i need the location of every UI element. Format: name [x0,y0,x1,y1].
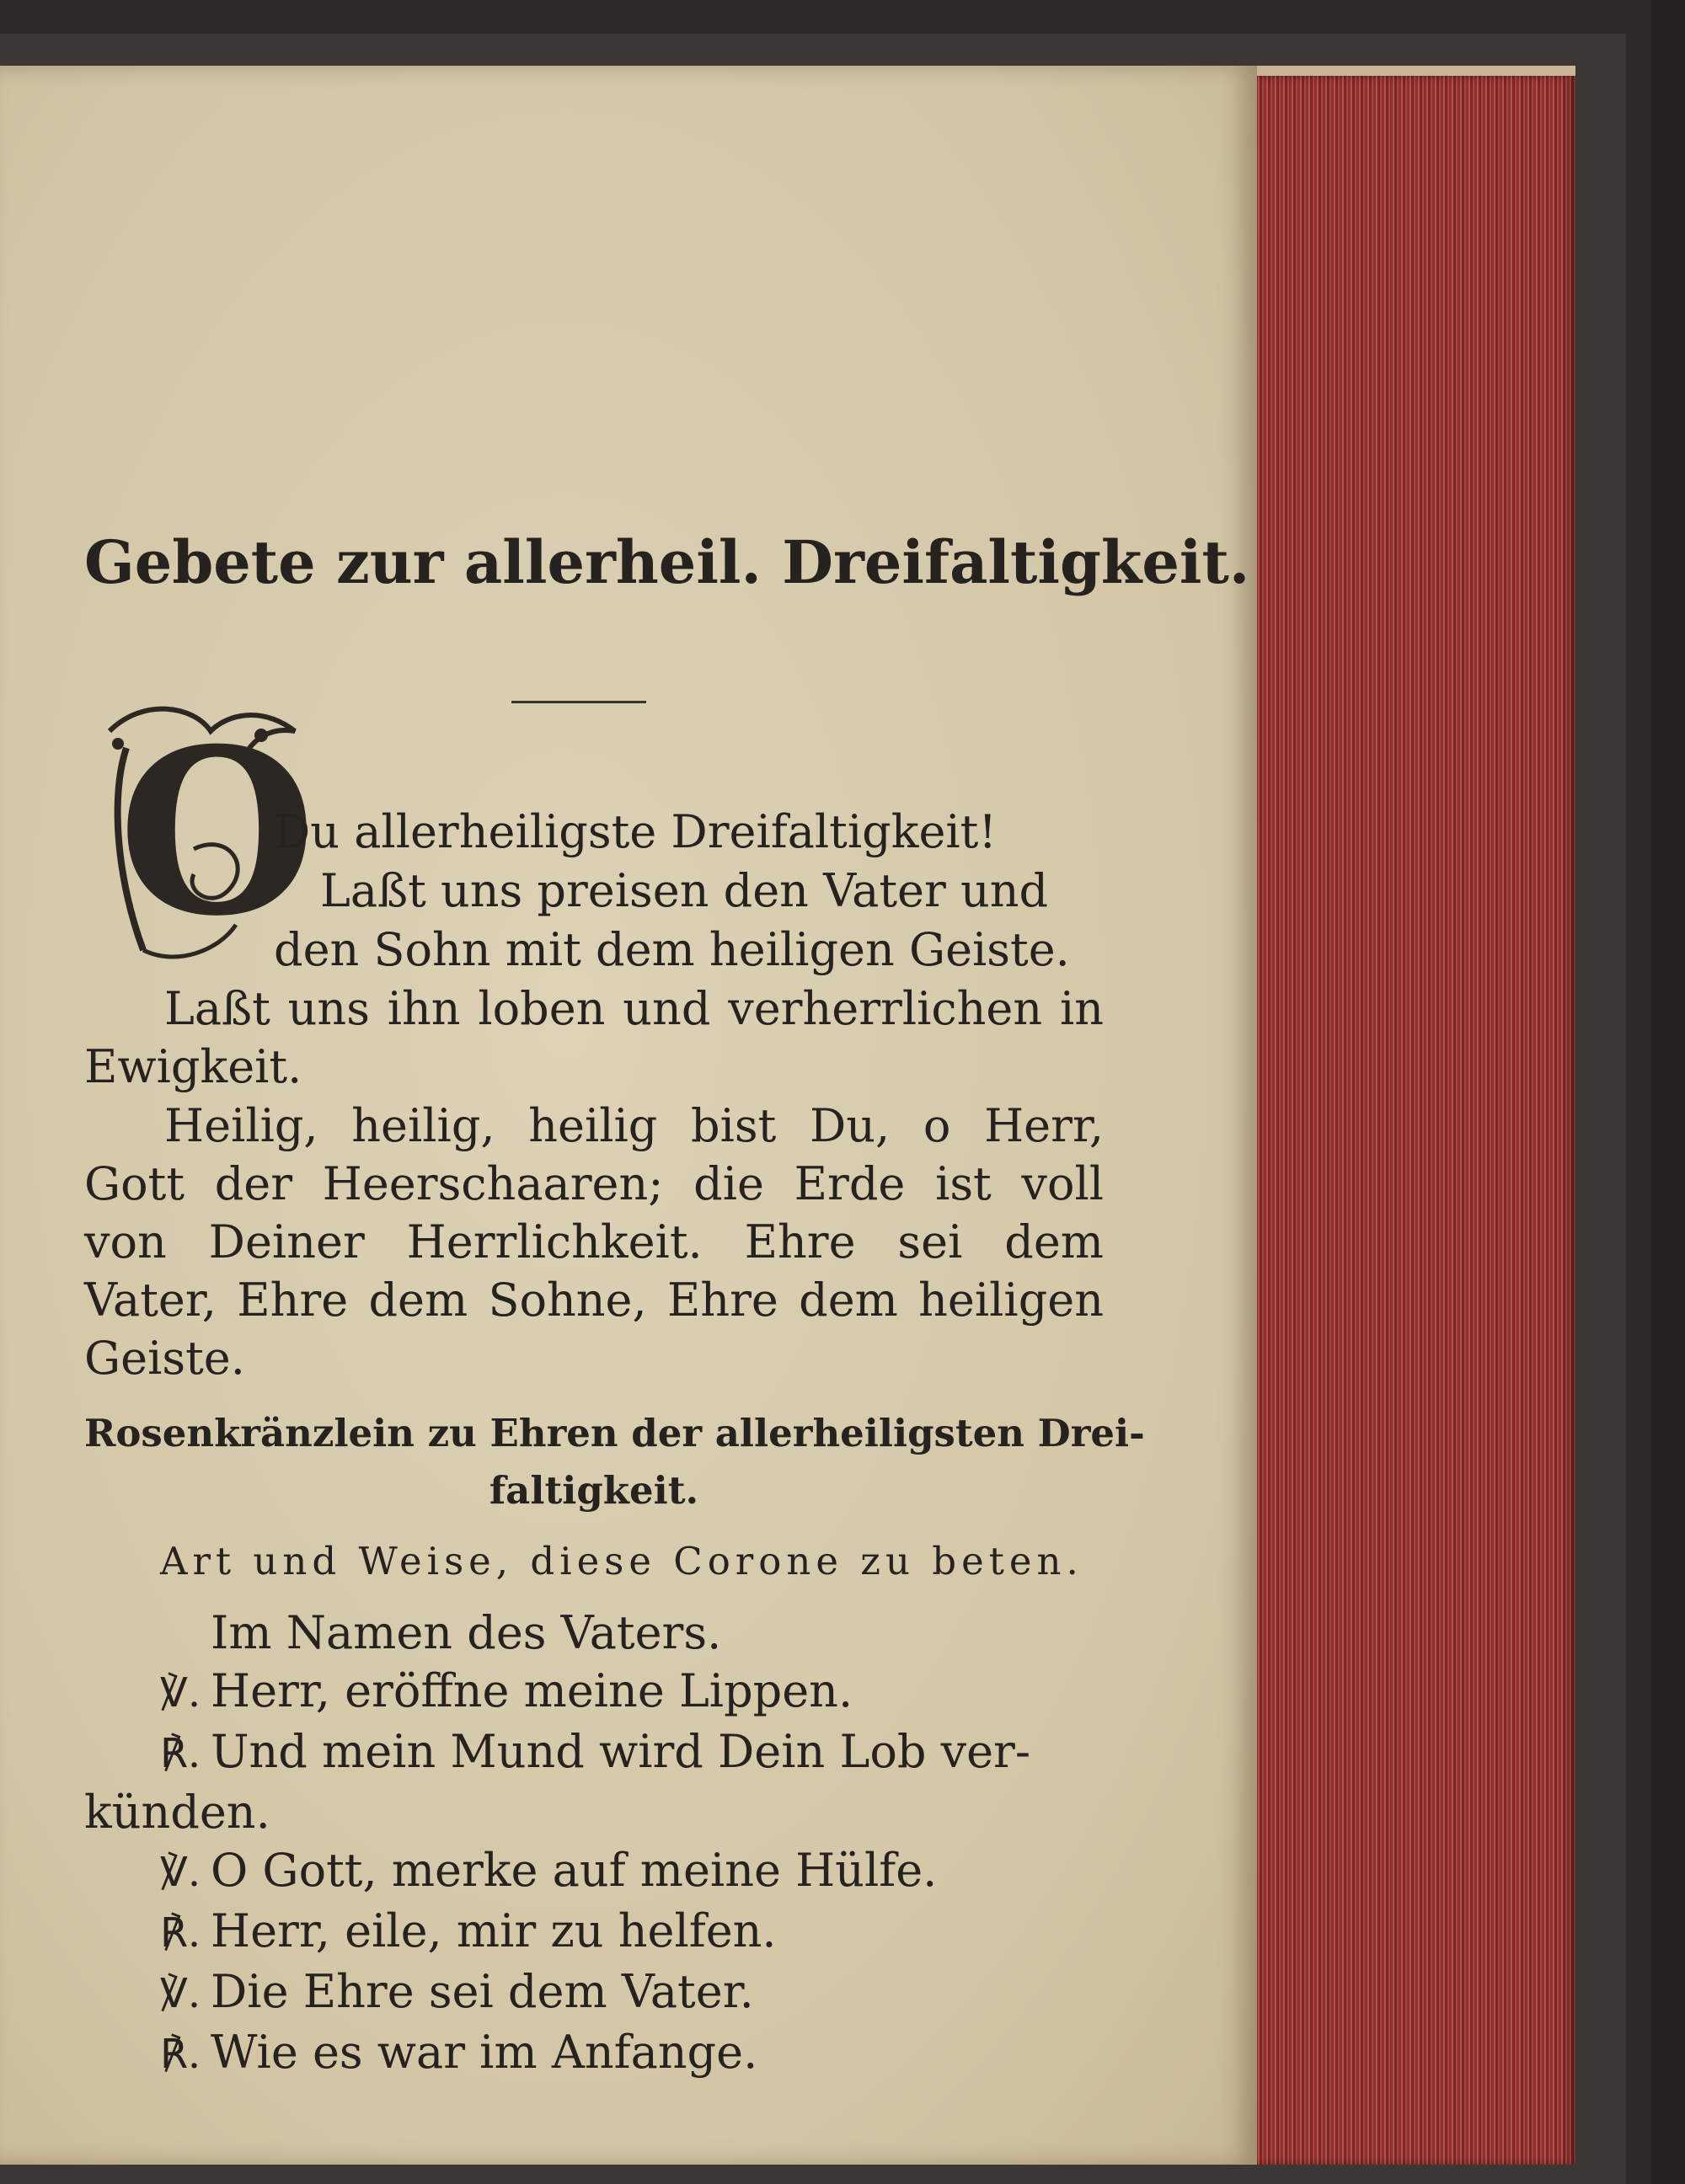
prayer-line [84,1662,1104,1722]
response-mark: ℟. [160,2031,201,2078]
initial-letter: O [118,698,317,966]
prayer-line [84,1604,1104,1662]
prayer-line-text: Im Namen des Vaters. [211,1606,722,1659]
prayer-line-text: Herr, eröffne meine Lippen. [211,1664,853,1717]
section-heading-line2: faltigkeit. [489,1468,699,1513]
prayer-line [84,1722,1104,1783]
subheading: Art und Weise, diese Corone zu beten. [160,1539,1083,1583]
prayer-line-text: Die Ehre sei dem Vater. [211,1965,754,2018]
prayer-line-text: künden. [84,1786,270,1839]
page-title: Gebete zur allerheil. Dreifaltigkeit. [84,527,1250,597]
prayer-line [84,1962,1104,2023]
prayer-line [84,1841,1104,1902]
para1-line1: Du allerheiligste Dreifaltigkeit! [274,805,998,858]
versicle-mark: ℣. [160,1970,201,2017]
section-heading [84,1405,1145,1519]
prayer-line [84,1902,1104,1962]
response-mark: ℟. [160,1909,201,1957]
prayer-line-text: Und mein Mund wird Dein Lob ver- [211,1725,1031,1778]
book-page [0,66,1257,2165]
prayer-line [84,1783,1104,1841]
para3-block [84,1097,1104,1387]
prayer-line-text: Wie es war im Anfange. [211,2026,758,2079]
response-mark: ℟. [160,1730,201,1777]
para2: Laßt uns ihn loben und verherrlichen in Ewigkeit. [84,982,1104,1093]
para2-block [84,980,1104,1096]
para3: Heilig, heilig, heilig bist Du, o Herr, Gott der Heerschaaren; die Erde ist voll von Deiner Herrlichkeit. Ehre sei dem Vater, Ehre dem Sohne, Ehre dem heiligen Geiste. [84,1099,1104,1385]
prayer-line-text: O Gott, merke auf meine Hülfe. [211,1844,938,1897]
prayer-line-text: Herr, eile, mir zu helfen. [211,1904,777,1957]
versicle-mark: ℣. [160,1849,201,1896]
ornamental-initial [93,697,317,967]
section-heading-line1: Rosenkränzlein zu Ehren der allerheiligsten Drei- [84,1411,1145,1455]
para1-line3: den Sohn mit dem heiligen Geiste. [274,923,1070,976]
title-divider [511,701,646,703]
para1-line2: Laßt uns preisen den Vater und [320,864,1049,917]
versicle-mark: ℣. [160,1669,201,1717]
prayer-line [84,2023,1104,2084]
page-edges-red [1255,76,1575,2165]
prayer-lines [84,1604,1104,2084]
